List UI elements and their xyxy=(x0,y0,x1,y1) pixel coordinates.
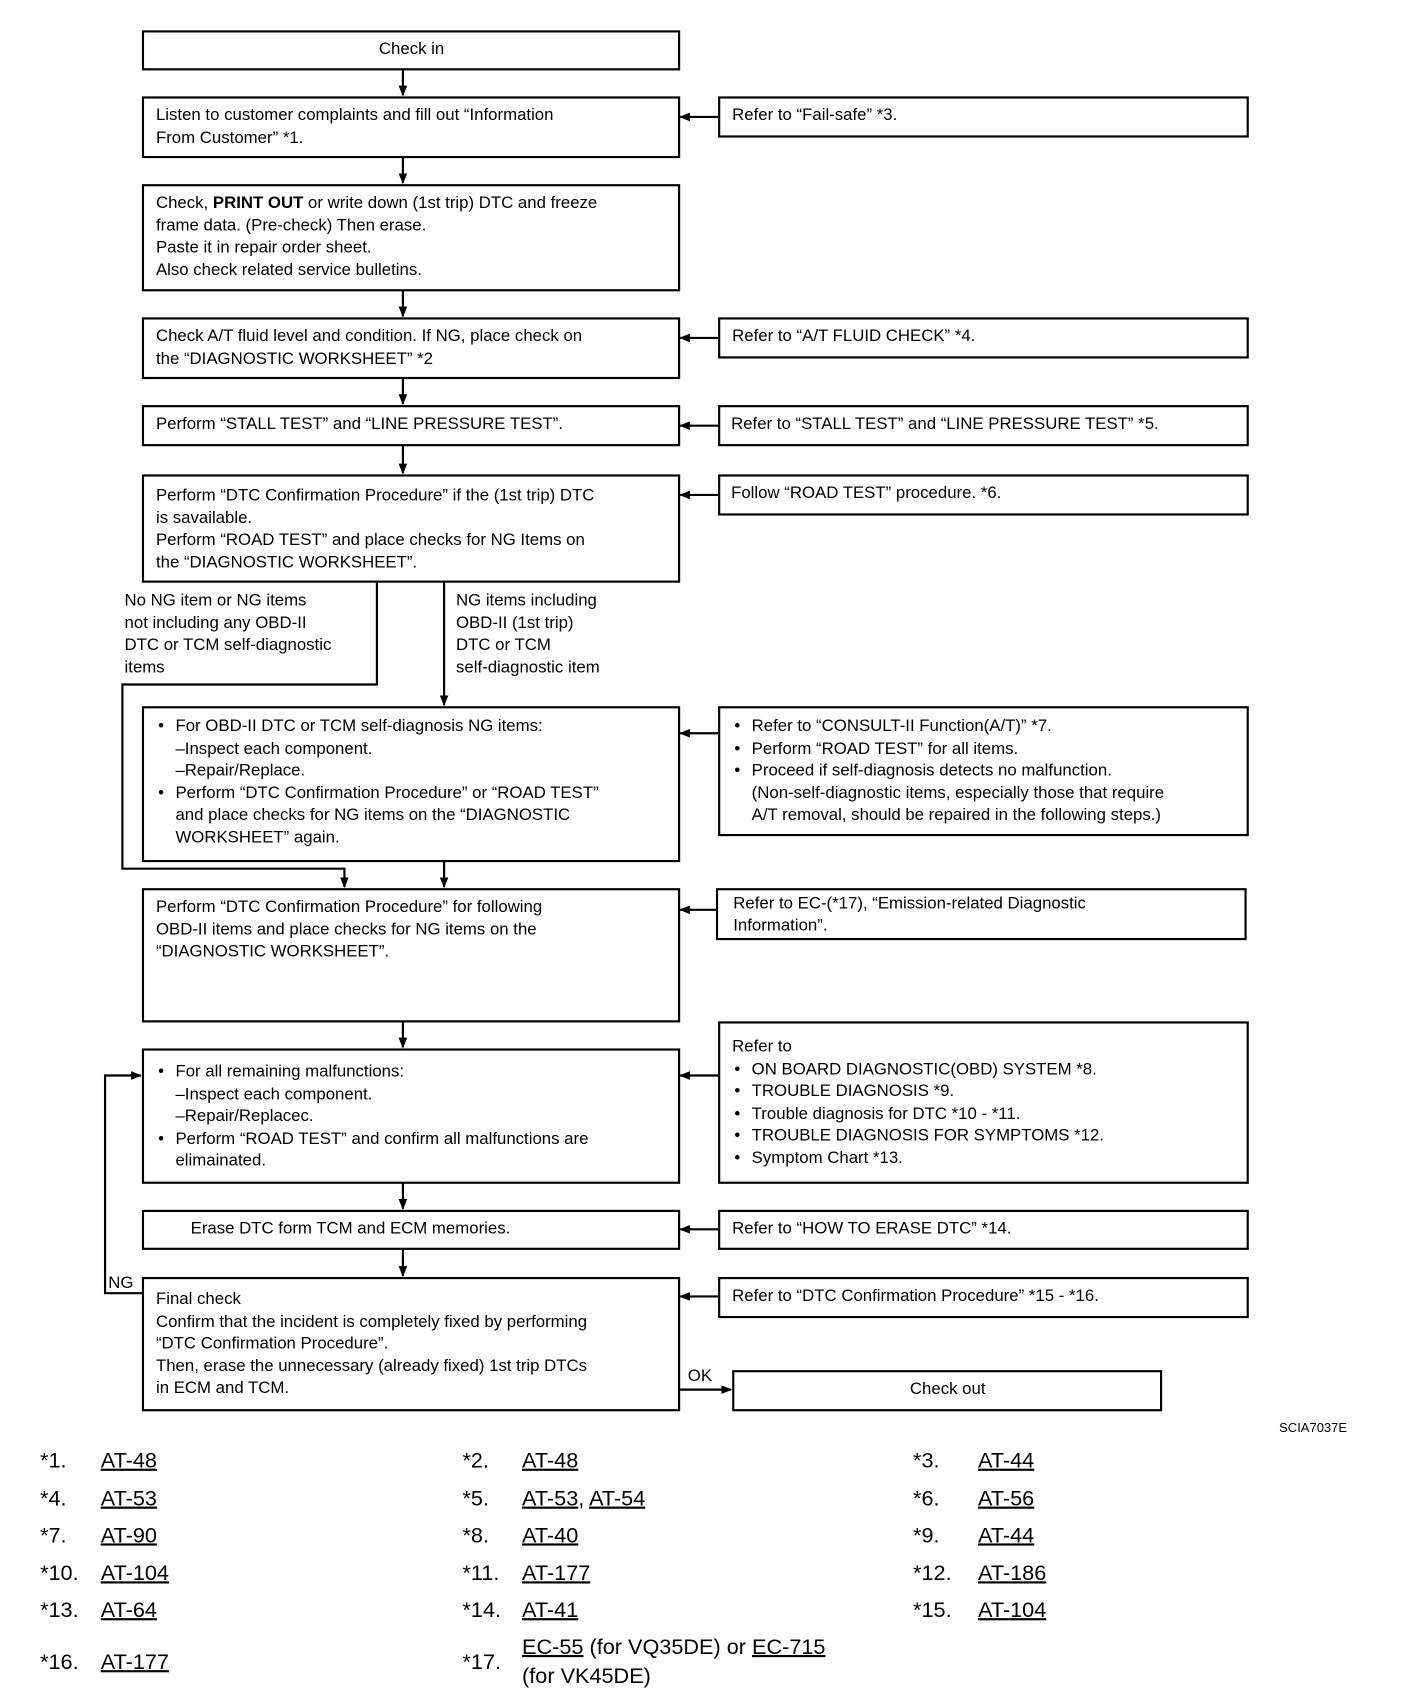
step-text: Paste it in repair order sheet. xyxy=(155,238,372,257)
step-text: Check, PRINT OUT or write down (1st trip) DTC and freeze xyxy=(155,193,598,213)
footnote-reference xyxy=(101,1522,157,1551)
bullet-item: • Symptom Chart *13. xyxy=(752,1148,1236,1170)
ng-loop-label: NG xyxy=(108,1273,134,1293)
bullet-item: • ON BOARD DIAGNOSTIC(OBD) SYSTEM *8. xyxy=(752,1059,1236,1081)
footnote-link[interactable]: AT-104 xyxy=(978,1598,1047,1623)
ref-trouble-diagnosis xyxy=(718,1021,1249,1183)
branch-no-ng-label: No NG item or NG items not including any OBD-II DTC or TCM self-diagnostic items xyxy=(124,591,332,677)
footnote-reference xyxy=(522,1485,645,1514)
ref-text: Follow “ROAD TEST” procedure. *6. xyxy=(731,484,1002,503)
step-text: Confirm that the incident is completely fixed by performing xyxy=(155,1312,588,1331)
footnote-link[interactable]: AT-177 xyxy=(522,1561,591,1586)
footnote-text: , xyxy=(578,1487,590,1511)
step-text: Perform “STALL TEST” and “LINE PRESSURE TEST”. xyxy=(155,414,564,434)
footnote-number: *5. xyxy=(462,1487,489,1511)
footnote-link[interactable]: AT-44 xyxy=(978,1449,1035,1474)
ref-consult-ii xyxy=(718,706,1249,836)
bullet-item: • Perform “ROAD TEST” for all items. xyxy=(752,738,1236,760)
step-text: Then, erase the unnecessary (already fixed) 1st trip DTCs xyxy=(155,1356,588,1376)
footnote-reference xyxy=(522,1522,578,1551)
step-text: Erase DTC form TCM and ECM memories. xyxy=(190,1219,511,1238)
footnote-reference xyxy=(522,1596,578,1625)
footnote-number: *12. xyxy=(913,1561,952,1586)
footnote-number: *16. xyxy=(40,1650,79,1675)
ref-fluid-check xyxy=(718,317,1249,358)
footnote-reference xyxy=(522,1560,590,1589)
footnote-reference xyxy=(522,1447,578,1476)
step-text: Also check related service bulletins. xyxy=(155,260,422,280)
footnote-link[interactable]: AT-48 xyxy=(522,1449,579,1474)
ok-label: OK xyxy=(687,1366,713,1386)
bullet-item: • TROUBLE DIAGNOSIS *9. xyxy=(752,1081,1236,1103)
step-dtc-confirmation xyxy=(142,888,680,1022)
ref-text: Information”. xyxy=(733,916,828,935)
bullet-item: • Perform “ROAD TEST” and confirm all malfunctions are elimainated. xyxy=(175,1128,667,1173)
step-print-dtc xyxy=(142,184,680,291)
ref-fail-safe xyxy=(718,96,1249,137)
step-road-test xyxy=(142,474,680,582)
bullet-item: • For all remaining malfunctions: –Inspect each component. –Repair/Replacec. xyxy=(175,1061,667,1128)
footnote-link[interactable]: AT-54 xyxy=(589,1487,646,1511)
footnote-reference xyxy=(978,1485,1034,1514)
ref-emission-diagnostic xyxy=(716,888,1247,940)
footnote-link[interactable]: AT-64 xyxy=(100,1598,157,1623)
footnote-number: *13. xyxy=(40,1598,79,1623)
ref-text: Refer to xyxy=(732,1037,792,1057)
step-text: the “DIAGNOSTIC WORKSHEET”. xyxy=(155,553,418,572)
ref-road-test xyxy=(718,474,1249,515)
footnote-number: *11. xyxy=(462,1561,500,1586)
footnote-number: *1. xyxy=(40,1449,67,1474)
step-text: in ECM and TCM. xyxy=(155,1379,290,1398)
footnote-link[interactable]: AT-56 xyxy=(978,1487,1035,1511)
step-text: Perform “ROAD TEST” and place checks for NG Items on xyxy=(155,530,585,550)
footnote-link[interactable]: EC-55 xyxy=(522,1635,584,1660)
step-text: Perform “DTC Confirmation Procedure” for following xyxy=(155,897,543,917)
bullet-item: • Proceed if self-diagnosis detects no malfunction. (Non-self-diagnostic items, especially those that require A/T removal, should be repaired in the following steps.) xyxy=(752,761,1236,828)
footnote-link[interactable]: AT-53 xyxy=(100,1487,157,1511)
step-fluid-check xyxy=(142,317,680,379)
step-text: From Customer” *1. xyxy=(155,128,304,147)
step-text: frame data. (Pre-check) Then erase. xyxy=(155,216,427,235)
footnote-link[interactable]: AT-44 xyxy=(978,1523,1035,1548)
footnote-link[interactable]: EC-715 xyxy=(752,1635,826,1660)
ref-stall-test xyxy=(718,405,1249,446)
ref-text: Refer to “HOW TO ERASE DTC” *14. xyxy=(732,1219,1012,1238)
step-text: Check A/T fluid level and condition. If NG, place check on xyxy=(155,327,583,346)
footnote-number: *3. xyxy=(913,1449,940,1474)
footnote-reference xyxy=(101,1447,157,1476)
footnote-number: *14. xyxy=(462,1598,502,1623)
footnote-reference xyxy=(101,1485,157,1514)
footnote-link[interactable]: AT-177 xyxy=(100,1650,169,1675)
footnote-link[interactable]: AT-53 xyxy=(522,1487,579,1511)
footnote-number: *4. xyxy=(40,1487,67,1511)
footnote-number: *8. xyxy=(462,1523,489,1548)
footnote-link[interactable]: AT-104 xyxy=(100,1561,169,1586)
footnote-link[interactable]: AT-48 xyxy=(100,1449,157,1474)
step-text: the “DIAGNOSTIC WORKSHEET” *2 xyxy=(155,349,434,368)
step-text: “DTC Confirmation Procedure”. xyxy=(155,1334,389,1353)
step-stall-test xyxy=(142,405,680,446)
footnote-link[interactable]: AT-186 xyxy=(978,1561,1047,1586)
footnote-number: *10. xyxy=(40,1561,79,1586)
ref-text: Refer to EC-(*17), “Emission-related Diagnostic xyxy=(733,894,1086,914)
footnote-reference xyxy=(978,1596,1046,1625)
bullet-item: • Trouble diagnosis for DTC *10 - *11. xyxy=(752,1103,1236,1125)
ref-text: Refer to “DTC Confirmation Procedure” *15 - *16. xyxy=(732,1286,1099,1306)
footnote-number: *7. xyxy=(40,1523,67,1548)
bullet-item: • For OBD-II DTC or TCM self-diagnosis NG items: –Inspect each component. –Repair/Replace. xyxy=(175,716,667,783)
step-text: is savailable. xyxy=(155,508,253,528)
ref-erase-dtc xyxy=(718,1210,1249,1250)
ref-text: Refer to “Fail-safe” *3. xyxy=(732,106,898,125)
footnote-number: *17. xyxy=(462,1650,502,1675)
ref-text: Refer to “STALL TEST” and “LINE PRESSURE TEST” *5. xyxy=(731,414,1159,434)
step-text: OBD-II items and place checks for NG items on the xyxy=(155,920,537,939)
ref-text: Refer to “A/T FLUID CHECK” *4. xyxy=(732,327,976,346)
footnote-link[interactable]: AT-40 xyxy=(522,1523,579,1548)
step-remaining-malfunctions xyxy=(142,1048,680,1183)
check-out-box xyxy=(732,1370,1162,1411)
step-text: “DIAGNOSTIC WORKSHEET”. xyxy=(155,942,390,961)
step-erase-dtc xyxy=(142,1210,680,1250)
footnote-reference xyxy=(101,1560,169,1589)
step-text: Perform “DTC Confirmation Procedure” if the (1st trip) DTC xyxy=(155,486,595,505)
step-obd-ng-items xyxy=(142,706,680,862)
footnote-reference xyxy=(978,1522,1034,1551)
bullet-item: • Refer to “CONSULT-II Function(A/T)” *7. xyxy=(752,716,1236,738)
bullet-item: • TROUBLE DIAGNOSIS FOR SYMPTOMS *12. xyxy=(752,1126,1236,1148)
footnote-reference xyxy=(101,1648,169,1677)
bullet-item: • Perform “DTC Confirmation Procedure” or “ROAD TEST” and place checks for NG items on the “DIAGNOSTIC WORKSHEET” again. xyxy=(175,783,667,850)
step-text: Listen to customer complaints and fill out “Information xyxy=(155,106,554,125)
footnote-text: (for VK45DE) xyxy=(522,1664,651,1689)
check-out-label: Check out xyxy=(909,1379,986,1399)
footnote-reference xyxy=(978,1447,1034,1476)
footnote-reference xyxy=(101,1596,157,1625)
figure-code: SCIA7037E xyxy=(1279,1419,1348,1436)
footnote-number: *6. xyxy=(913,1487,940,1511)
footnote-reference xyxy=(522,1633,825,1691)
footnote-number: *9. xyxy=(913,1523,940,1548)
footnote-link[interactable]: AT-41 xyxy=(522,1598,579,1623)
step-customer-complaints xyxy=(142,96,680,158)
step-final-check xyxy=(142,1277,680,1411)
footnote-reference xyxy=(978,1560,1046,1589)
step-text: Final check xyxy=(155,1289,241,1309)
footnote-number: *2. xyxy=(462,1449,489,1474)
footnote-number: *15. xyxy=(913,1598,952,1623)
footnote-link[interactable]: AT-90 xyxy=(100,1523,157,1548)
check-in-box xyxy=(142,30,680,70)
ref-dtc-confirmation xyxy=(718,1277,1249,1318)
branch-ng-label: NG items including OBD-II (1st trip) DTC or TCM self-diagnostic item xyxy=(455,591,600,677)
check-in-label: Check in xyxy=(378,40,445,59)
footnote-text: (for VQ35DE) or xyxy=(583,1635,753,1660)
